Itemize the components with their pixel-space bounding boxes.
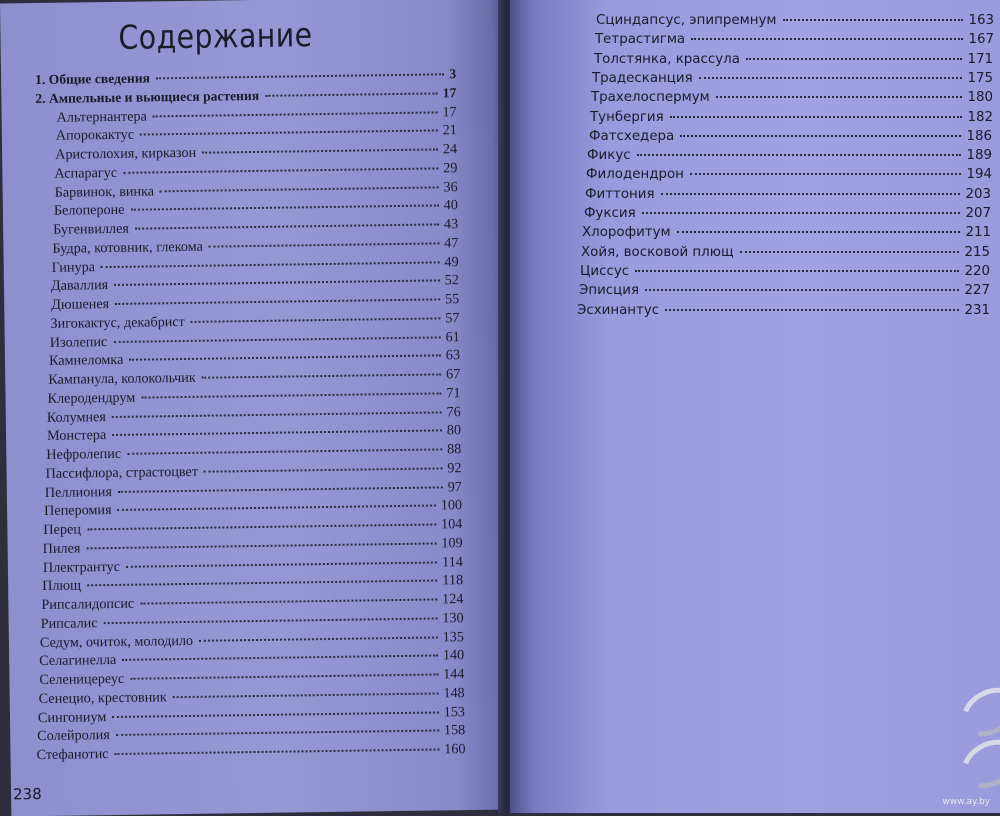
- toc-entry: [587, 147, 992, 165]
- toc-entry-label: Камнеломка: [48, 352, 124, 370]
- dot-leader: [104, 617, 438, 624]
- toc-entry-label: Фикус: [587, 148, 631, 164]
- toc-entry-page: 167: [968, 32, 994, 48]
- toc-entry-label: Барвинок, винка: [54, 182, 155, 201]
- toc-entry-page: 100: [440, 497, 463, 514]
- dot-leader: [112, 411, 442, 418]
- toc-entry-label: Сенецио, крестовник: [38, 689, 167, 707]
- toc-entry-page: 21: [442, 122, 457, 139]
- toc-entry-page: 61: [445, 328, 460, 345]
- toc-entry-page: 203: [965, 186, 991, 202]
- toc-entry-page: 49: [444, 253, 459, 270]
- toc-entry-page: 124: [441, 591, 464, 608]
- toc-entry-page: 182: [967, 109, 993, 125]
- toc-entry: [594, 51, 993, 69]
- dot-leader: [86, 542, 436, 549]
- toc-entry-page: 52: [444, 272, 460, 289]
- toc-entry-page: 67: [445, 366, 461, 383]
- dot-leader: [112, 430, 442, 437]
- dot-leader: [690, 173, 961, 175]
- toc-entry: [580, 263, 990, 281]
- dot-leader: [665, 309, 959, 311]
- watermark: www.ay.by: [942, 797, 990, 807]
- toc-entry-page: 3: [449, 66, 457, 82]
- toc-entry-label: Пеллиония: [44, 483, 113, 501]
- page-title: Содержание: [118, 15, 313, 57]
- dot-leader: [130, 205, 438, 211]
- toc-entry: [590, 109, 993, 127]
- toc-entry-label: Гинура: [51, 258, 96, 276]
- toc-entry-label: Фуксия: [584, 206, 636, 221]
- toc-entry-label: Хлорофитум: [582, 225, 671, 241]
- toc-entry-page: 63: [445, 347, 461, 364]
- toc-entry-page: 109: [441, 534, 463, 552]
- toc-entry: [577, 302, 990, 320]
- toc-entry-page: 92: [447, 459, 462, 477]
- toc-entry-label: Рипсалис: [40, 614, 98, 632]
- toc-entry-label: Даваллия: [50, 277, 109, 295]
- toc-entry-page: 17: [442, 84, 457, 101]
- toc-entry: [581, 244, 990, 262]
- toc-entry-page: 43: [443, 216, 459, 233]
- toc-entry-label: Толстянка, крассула: [594, 51, 740, 67]
- dot-leader: [645, 289, 959, 291]
- dot-leader: [87, 580, 437, 587]
- dot-leader: [118, 505, 436, 511]
- dot-leader: [204, 467, 442, 472]
- right-page: [510, 0, 1000, 813]
- toc-entry-page: 80: [446, 422, 462, 439]
- toc-entry-page: 57: [445, 309, 460, 327]
- toc-entry-label: Сциндапсус, эпипремнум: [596, 13, 777, 28]
- dot-leader: [265, 92, 438, 96]
- toc-entry-label: Колумнея: [46, 408, 106, 426]
- toc-entry: [595, 31, 994, 49]
- toc-entry-label: Перец: [43, 521, 82, 538]
- dot-leader: [130, 673, 438, 679]
- toc-entry-page: 135: [442, 628, 465, 645]
- toc-entry-label: Аспарагус: [54, 164, 118, 182]
- dot-leader: [115, 748, 440, 755]
- toc-entry-label: Тунбергия: [590, 109, 664, 125]
- toc-entry-page: 180: [967, 90, 993, 106]
- toc-entry: [592, 70, 993, 88]
- toc-entry-label: Будра, котовник, глекома: [52, 238, 203, 257]
- dot-leader: [153, 111, 438, 117]
- dot-leader: [87, 523, 436, 530]
- toc-entry-page: 227: [964, 283, 990, 299]
- dot-leader: [160, 186, 438, 192]
- dot-leader: [126, 561, 437, 567]
- toc-entry-label: Клеродендрум: [47, 389, 136, 407]
- toc-entry-page: 158: [443, 722, 466, 739]
- dot-leader: [661, 193, 961, 195]
- binder-ring: [953, 730, 1000, 798]
- toc-entry: [596, 12, 994, 30]
- dot-leader: [173, 692, 439, 698]
- dot-leader: [114, 280, 440, 287]
- toc-entry-page: 17: [442, 103, 457, 120]
- toc-entry-label: Фатсхедера: [589, 128, 675, 144]
- toc-entry-label: Апорокактус: [55, 126, 135, 145]
- toc-entry-page: 163: [968, 13, 994, 28]
- toc-entry-label: Кампанула, колокольчик: [48, 369, 196, 388]
- dot-leader: [123, 167, 438, 173]
- dot-leader: [691, 38, 963, 40]
- toc-entry-page: 88: [446, 441, 462, 458]
- toc-entry: [585, 186, 991, 204]
- dot-leader: [129, 355, 441, 361]
- toc-entry-page: 175: [967, 70, 993, 86]
- toc-entry-label: Белопероне: [53, 202, 125, 220]
- toc-entry-page: 76: [446, 403, 461, 420]
- binder-ring: [953, 678, 1000, 746]
- dot-leader: [141, 392, 441, 398]
- toc-entry-page: 114: [441, 553, 463, 570]
- toc-entry-label: Плектрантус: [42, 558, 121, 576]
- toc-entry-page: 160: [444, 741, 466, 758]
- toc-entry-label: Циссус: [580, 263, 630, 279]
- toc-entry-label: Зигокактус, декабрист: [50, 313, 185, 332]
- page-number: 238: [12, 785, 42, 804]
- toc-entry-page: 220: [964, 263, 990, 279]
- toc-entry-label: Пассифлора, страстоцвет: [45, 463, 199, 482]
- toc-entry-page: 130: [442, 609, 464, 627]
- toc-entry-label: Изолепис: [49, 333, 108, 351]
- toc-entry-page: 194: [966, 167, 992, 183]
- dot-leader: [680, 135, 961, 137]
- toc-entry-label: Альтернантера: [56, 107, 147, 126]
- toc-entry-page: 104: [440, 516, 463, 533]
- toc-entry-label: Тетрастигма: [595, 32, 686, 48]
- toc-entry-page: 97: [447, 478, 462, 495]
- toc-entry-page: 71: [446, 384, 461, 402]
- toc-entry-page: 231: [964, 302, 990, 318]
- toc-entry-page: 47: [444, 234, 459, 252]
- toc-entry-page: 148: [443, 684, 465, 702]
- toc-entry-page: 189: [966, 148, 992, 164]
- dot-leader: [783, 19, 964, 21]
- toc-entry-page: 24: [442, 141, 458, 158]
- toc-entry-label: Нефролепис: [46, 445, 122, 463]
- toc-entry-label: Пеперомия: [44, 502, 112, 520]
- toc-entry-page: 153: [443, 703, 466, 720]
- dot-leader: [642, 212, 961, 214]
- toc-entry-label: Пилея: [42, 540, 81, 557]
- toc-entry: [586, 166, 992, 184]
- toc-entry-label: Сингониум: [37, 708, 107, 726]
- toc-entry-page: 36: [443, 178, 458, 195]
- dot-leader: [135, 223, 439, 229]
- toc-entry-page: 211: [965, 225, 991, 241]
- toc-entry-page: 55: [444, 291, 460, 308]
- dot-leader: [716, 96, 963, 98]
- dot-leader: [199, 636, 438, 641]
- dot-leader: [670, 116, 963, 118]
- toc-entry-page: 140: [442, 647, 465, 664]
- dot-leader: [140, 598, 437, 604]
- toc-entry-label: Традесканция: [592, 70, 693, 86]
- toc-entry-label: Трахелоспермум: [591, 90, 710, 106]
- dot-leader: [113, 336, 440, 343]
- dot-leader: [202, 148, 438, 153]
- dot-leader: [115, 298, 440, 305]
- dot-leader: [637, 154, 962, 156]
- toc-entry: [582, 224, 991, 242]
- toc-entry-label: Эписция: [579, 283, 640, 299]
- dot-leader: [156, 73, 444, 79]
- toc-entry: [591, 89, 993, 107]
- dot-leader: [116, 730, 439, 737]
- dot-leader: [127, 448, 442, 454]
- toc-entry: [579, 282, 990, 300]
- toc-entry-label: Монстера: [46, 427, 107, 445]
- dot-leader: [677, 231, 961, 233]
- toc-entry-label: Дюшенея: [51, 296, 110, 313]
- dot-leader: [191, 317, 440, 322]
- dot-leader: [140, 130, 438, 136]
- dot-leader: [122, 655, 438, 661]
- toc-entry-page: 144: [443, 666, 465, 683]
- toc-entry-label: Селагинелла: [39, 652, 117, 670]
- toc-entry-label: Рипсалидопсис: [41, 595, 135, 614]
- dot-leader: [635, 270, 959, 272]
- toc-entry-label: 2. Ампельные и вьющиеся растения: [35, 87, 260, 106]
- toc-entry-page: 40: [443, 197, 458, 214]
- toc-entry-page: 29: [443, 159, 458, 177]
- toc-entry-page: 118: [442, 572, 464, 589]
- toc-entry-label: Бугенвиллея: [53, 220, 129, 238]
- toc-entry-page: 171: [967, 51, 993, 67]
- toc-entry-label: Селеницереус: [39, 670, 125, 689]
- toc-entry-label: Филодендрон: [586, 167, 684, 183]
- toc-entry: [589, 128, 992, 146]
- toc-entry-page: 215: [964, 244, 990, 260]
- toc-entry-label: Аристолохия, кирказон: [55, 144, 197, 163]
- dot-leader: [746, 58, 963, 60]
- toc-entry-label: Плющ: [42, 577, 82, 595]
- dot-leader: [118, 486, 443, 493]
- toc-entry-label: Седум, очиток, молодило: [39, 632, 194, 651]
- dot-leader: [699, 77, 963, 79]
- dot-leader: [740, 251, 960, 253]
- toc-entry-page: 186: [966, 128, 992, 144]
- dot-leader: [101, 261, 439, 268]
- toc-entry-label: Эсхинантус: [577, 302, 660, 318]
- toc-entry: [584, 205, 991, 223]
- dot-leader: [209, 242, 439, 247]
- dot-leader: [112, 711, 438, 718]
- toc-entry-page: 207: [965, 206, 991, 221]
- toc-entry-label: Стефанотис: [36, 746, 109, 764]
- toc-entry-label: Хойя, восковой плющ: [581, 244, 734, 260]
- dot-leader: [202, 373, 441, 378]
- toc-entry-label: 1. Общие сведения: [34, 70, 151, 88]
- toc-entry-label: Солейролия: [37, 727, 110, 745]
- toc-entry-label: Фиттония: [585, 186, 655, 202]
